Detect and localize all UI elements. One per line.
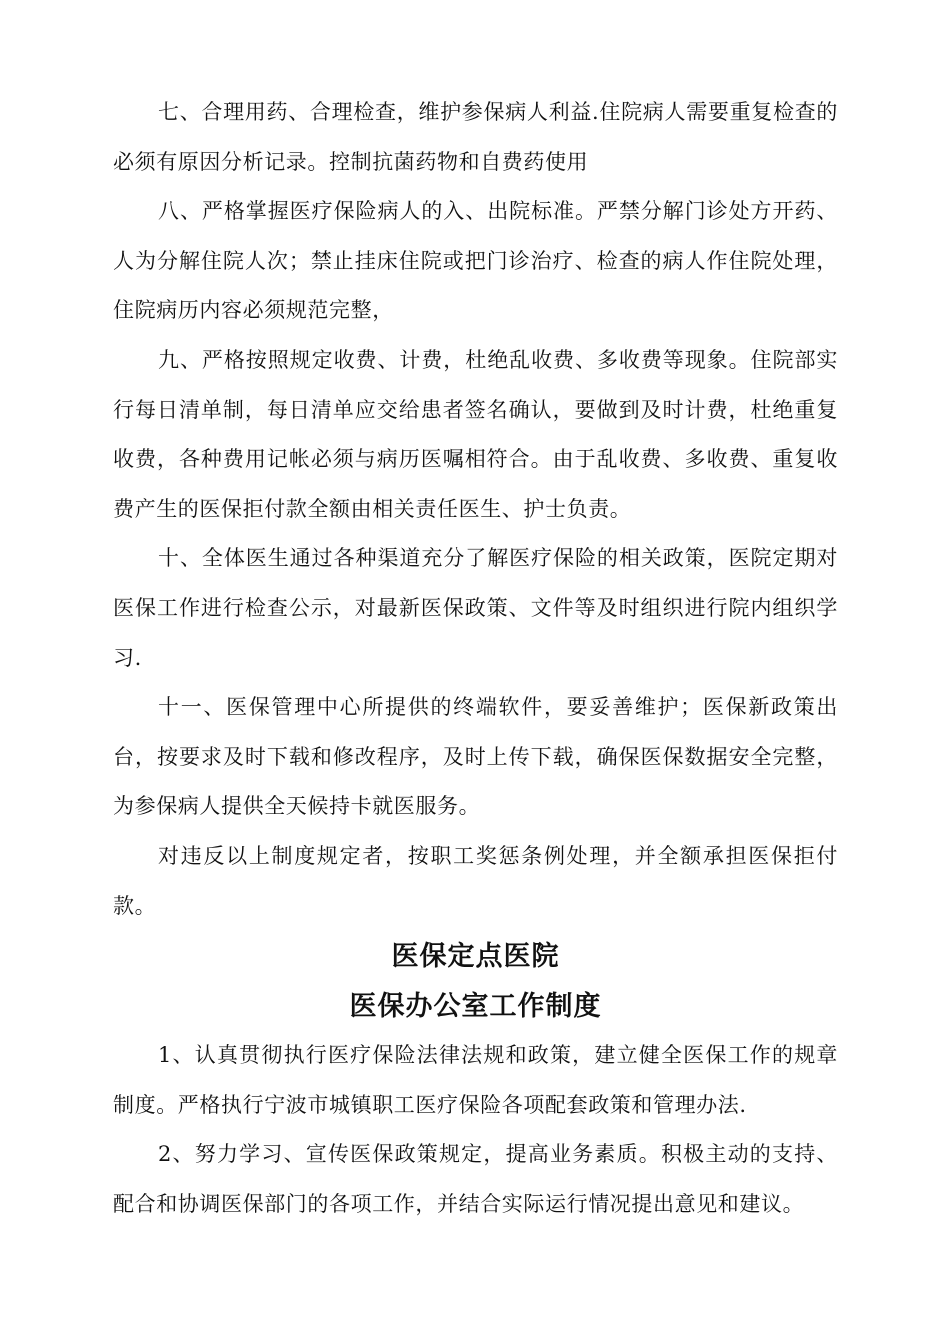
paragraph-8: 八、严格掌握医疗保险病人的入、出院标准。严禁分解门诊处方开药、人为分解住院人次；禁止挂床住院或把门诊治疗、检查的病人作住院处理，住院病历内容必须规范完整， (113, 199, 838, 323)
rule-item-2: 2、努力学习、宣传医保政策规定，提高业务素质。积极主动的支持、配合和协调医保部门的各项工作，并结合实际运行情况提出意见和建议。 (113, 1142, 838, 1216)
document-body (113, 88, 838, 1229)
paragraph-11: 十一、医保管理中心所提供的终端软件，要妥善维护；医保新政策出台，按要求及时下载和修改程序，及时上传下载，确保医保数据安全完整，为参保病人提供全天候持卡就医服务。 (113, 695, 838, 819)
paragraph-10: 十、全体医生通过各种渠道充分了解医疗保险的相关政策，医院定期对医保工作进行检查公示，对最新医保政策、文件等及时组织进行院内组织学习. (113, 546, 838, 670)
paragraph-penalty: 对违反以上制度规定者，按职工奖惩条例处理，并全额承担医保拒付款。 (113, 843, 838, 918)
section-title-line1: 医保定点医院 (391, 941, 560, 973)
rule-item-1: 1、认真贯彻执行医疗保险法律法规和政策，建立健全医保工作的规章制度。严格执行宁波市城镇职工医疗保险各项配套政策和管理办法. (113, 1043, 838, 1117)
section-title-line2: 医保办公室工作制度 (349, 991, 602, 1023)
paragraph-7: 七、合理用药、合理检查，维护参保病人利益.住院病人需要重复检查的必须有原因分析记录。控制抗菌药物和自费药使用 (113, 100, 838, 174)
paragraph-9: 九、严格按照规定收费、计费，杜绝乱收费、多收费等现象。住院部实行每日清单制，每日清单应交给患者签名确认，要做到及时计费，杜绝重复收费，各种费用记帐必须与病历医嘱相符合。由于乱收费、多收费、重复收费产生的医保拒付款全额由相关责任医生、护士负责。 (113, 347, 838, 521)
